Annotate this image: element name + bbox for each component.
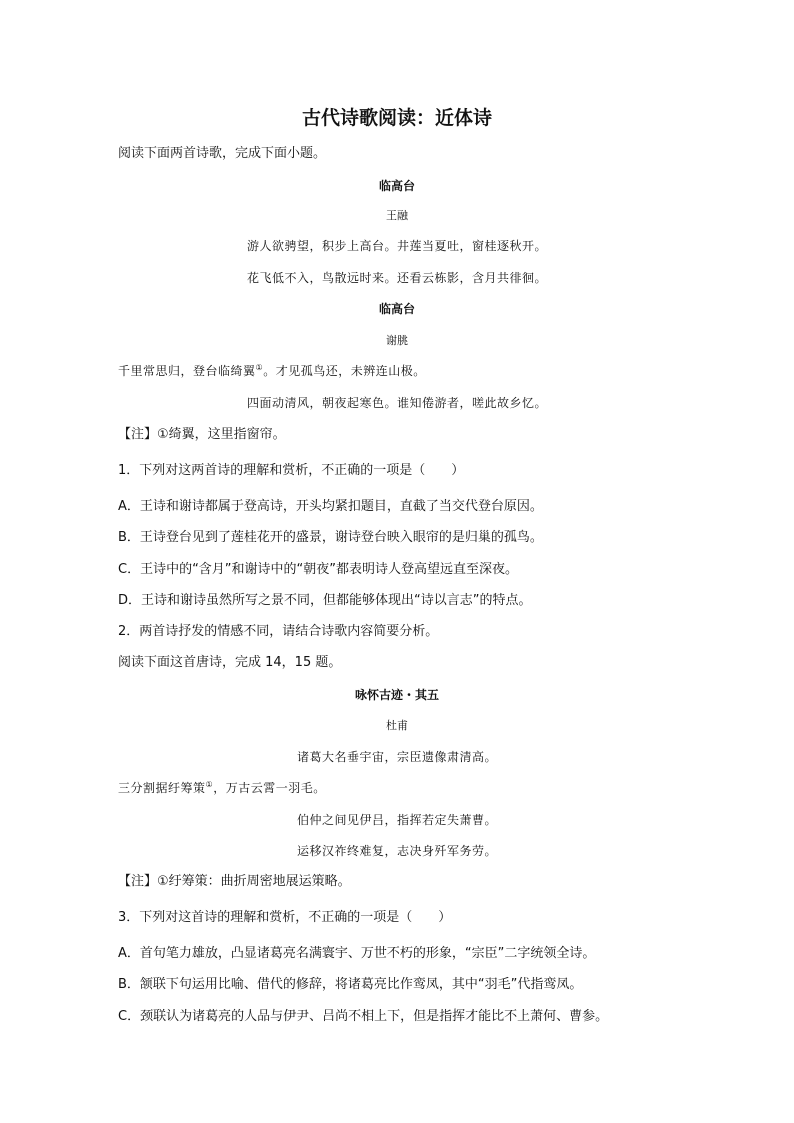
footnote-marker: ① bbox=[255, 363, 264, 372]
reading-instruction-2: 阅读下面这首唐诗，完成 14，15 题。 bbox=[118, 655, 342, 670]
question-1-option-d: D．王诗和谢诗虽然所写之景不同，但都能够体现出“诗以言志”的特点。 bbox=[118, 593, 532, 608]
reading-instruction-1: 阅读下面两首诗歌，完成下面小题。 bbox=[118, 146, 327, 161]
question-1-option-a: A．王诗和谢诗都属于登高诗，开头均紧扣题目，直截了当交代登台原因。 bbox=[118, 499, 543, 514]
poem3-author: 杜甫 bbox=[386, 719, 408, 732]
question-3-option-a: A．首句笔力雄放，凸显诸葛亮名满寰宇、万世不朽的形象，“宗臣”二字统领全诗。 bbox=[118, 946, 596, 961]
question-3-stem: 3．下列对这首诗的理解和赏析，不正确的一项是（ ） bbox=[118, 910, 452, 925]
note-2: 【注】①纡筹策：曲折周密地展运策略。 bbox=[118, 874, 351, 889]
poem3-line-4: 运移汉祚终难复，志决身歼军务劳。 bbox=[296, 844, 497, 858]
poem3-line-3: 伯仲之间见伊吕，指挥若定失萧曹。 bbox=[296, 813, 497, 827]
poem1-line-2: 花飞低不入，鸟散远时来。还看云栋影，含月共徘徊。 bbox=[246, 271, 547, 285]
poem2-line-1 bbox=[118, 362, 426, 380]
poem2-line-1-part-a: 千里常思归，登台临绮翼 bbox=[118, 364, 256, 378]
poem2-author: 谢朓 bbox=[386, 334, 408, 347]
footnote-marker: ① bbox=[205, 780, 214, 789]
question-3-option-c: C．颈联认为诸葛亮的人品与伊尹、吕尚不相上下，但是指挥才能比不上萧何、曹参。 bbox=[118, 1009, 609, 1024]
poem3-line-2 bbox=[118, 779, 326, 797]
poem1-title: 临高台 bbox=[378, 179, 415, 193]
poem1-author: 王融 bbox=[386, 209, 408, 222]
poem3-line-1: 诸葛大名垂宇宙，宗臣遗像肃清高。 bbox=[296, 750, 497, 764]
note-1: 【注】①绮翼，这里指窗帘。 bbox=[118, 427, 286, 442]
question-1-option-b: B．王诗登台见到了莲桂花开的盛景，谢诗登台映入眼帘的是归巢的孤鸟。 bbox=[118, 530, 543, 545]
poem2-title: 临高台 bbox=[378, 302, 415, 316]
document-title: 古代诗歌阅读：近体诗 bbox=[301, 107, 492, 129]
poem1-line-1: 游人欲骋望，积步上高台。井莲当夏吐，窗桂逐秋开。 bbox=[246, 239, 547, 253]
poem3-line-2-part-a: 三分割据纡筹策 bbox=[118, 781, 206, 795]
question-2: 2．两首诗抒发的情感不同，请结合诗歌内容简要分析。 bbox=[118, 624, 439, 639]
poem3-title: 咏怀古迹・其五 bbox=[354, 688, 439, 702]
question-3-option-b: B．颔联下句运用比喻、借代的修辞，将诸葛亮比作鸾凤，其中“羽毛”代指鸾凤。 bbox=[118, 977, 583, 992]
question-1-stem: 1．下列对这两首诗的理解和赏析，不正确的一项是（ ） bbox=[118, 463, 465, 478]
poem2-line-2: 四面动清风，朝夜起寒色。谁知倦游者，嗟此故乡忆。 bbox=[246, 396, 547, 410]
poem3-line-2-part-b: ，万古云霄一羽毛。 bbox=[213, 781, 326, 795]
question-1-option-c: C．王诗中的“含月”和谢诗中的“朝夜”都表明诗人登高望远直至深夜。 bbox=[118, 562, 519, 577]
poem2-line-1-part-b: 。才见孤鸟还，未辨连山极。 bbox=[263, 364, 426, 378]
